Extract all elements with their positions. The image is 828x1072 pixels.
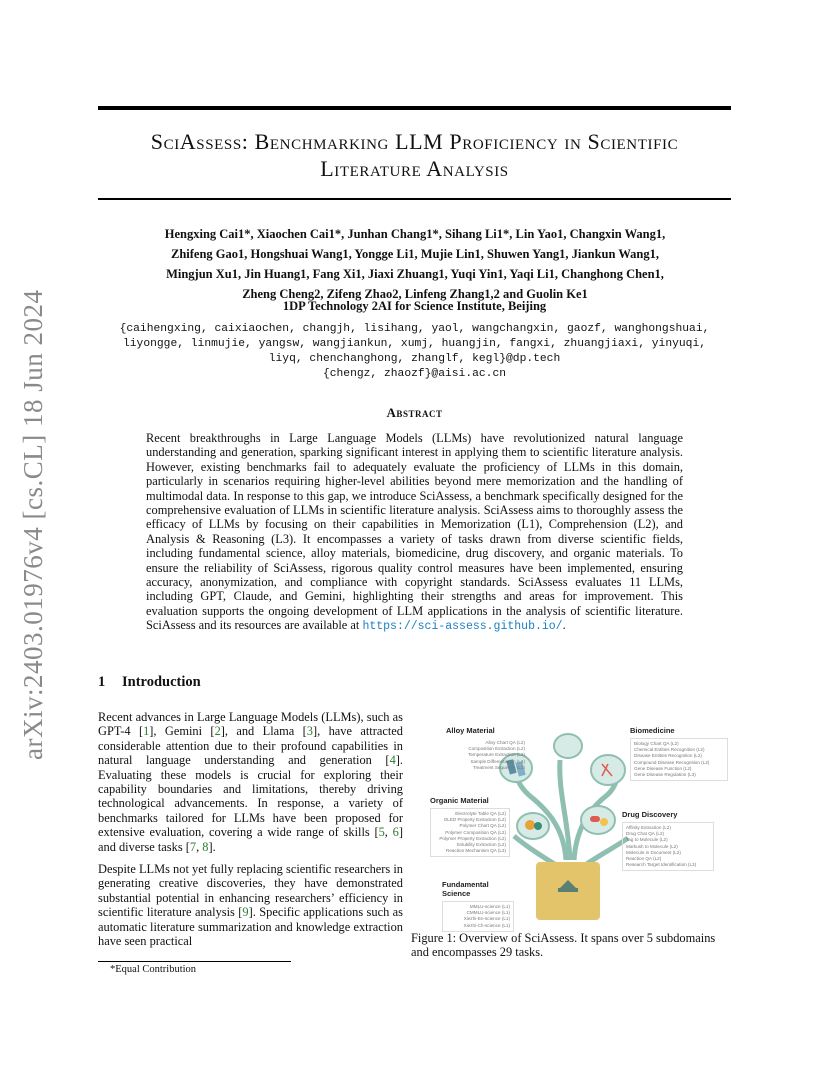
task-item: Affinity Extraction (L2): [626, 825, 671, 830]
organic-title: Organic Material: [430, 796, 489, 805]
task-item: CMMLU-science (L1): [466, 910, 510, 916]
task-item: Polymer Chart QA (L2): [459, 823, 506, 829]
citation-link[interactable]: 3: [306, 724, 313, 739]
para-text: Despite LLMs not yet fully replacing scientific researchers in generating creative discoveries, they have demonstrated substantial potential in enhancing researchers’ efficiency in scientific literature analysis [: [98, 862, 403, 920]
task-item: Polymer Composition QA (L2): [445, 829, 506, 835]
drug-discovery-box: [622, 810, 714, 871]
para-text: ], Gemini [: [149, 724, 215, 739]
citation-link[interactable]: 4: [389, 753, 396, 768]
task-item: Biology Chart QA (L2): [634, 741, 679, 746]
intro-paragraph-1: [98, 710, 403, 854]
alloy-material-box: [446, 726, 528, 773]
para-text: ]. Evaluating these models is crucial for exploring their capability boundaries and limitations, thereby driving technological advancements. In response, a variety of benchmarks tailored for LLMs have been proposed for extensive evaluation, covering a wide range of skills [: [98, 753, 403, 840]
intro-paragraph-2: [98, 862, 403, 948]
para-text: ,: [196, 839, 203, 854]
author-line-4: Zheng Cheng2, Zifeng Zhao2, Linfeng Zhang1,2 and Guolin Ke1: [242, 287, 588, 301]
figure-overview: [418, 720, 732, 926]
citation-link[interactable]: 5: [378, 825, 385, 840]
biomedicine-title: Biomedicine: [630, 726, 675, 735]
task-item: Research Target Identification (L3): [626, 862, 697, 868]
top-leaf: [554, 734, 582, 758]
email-line-3: liyq, chenchanghong, zhanglf, kegl}@dp.tech: [268, 353, 561, 365]
paper-title: [98, 128, 731, 182]
project-url-link[interactable]: https://sci-assess.github.io/: [362, 620, 563, 634]
task-item: Xiezhi-Ch-science (L1): [463, 922, 510, 928]
author-line-3: Mingjun Xu1, Jin Huang1, Fang Xi1, Jiaxi Zhuang1, Yuqi Yin1, Yaqi Li1, Changhong Chen1,: [166, 267, 664, 281]
email-list: [106, 322, 723, 382]
section-heading: [98, 674, 201, 691]
title-top-rule: [98, 106, 731, 110]
citation-link[interactable]: 9: [242, 905, 249, 920]
organic-material-box: [430, 796, 510, 857]
biomedicine-leaf: [591, 755, 625, 785]
task-item: Reaction QA (L2): [626, 856, 662, 862]
citation-link[interactable]: 8: [202, 839, 209, 854]
task-item: Gene Disease Function (L2): [634, 765, 692, 771]
para-text: ], have attracted considerable attention due to their profound capabilities in natural language understanding and generation [: [98, 724, 403, 768]
fundamental-science-box: [442, 880, 514, 932]
task-item: Alloy Chart QA (L2): [485, 740, 525, 745]
task-item: Temperature Extraction (L2): [468, 752, 525, 758]
figure-caption: Figure 1: Overview of SciAssess. It spans over 5 subdomains and encompasses 29 tasks.: [411, 931, 716, 960]
task-item: OLED Property Extraction (L2): [443, 817, 506, 823]
citation-link[interactable]: 1: [143, 724, 150, 739]
section-title: Introduction: [122, 674, 201, 690]
section-number: 1: [98, 674, 106, 690]
drug-title: Drug Discovery: [622, 810, 678, 819]
task-item: Compound Disease Recognition (L2): [634, 759, 710, 765]
citation-link[interactable]: 6: [392, 825, 399, 840]
author-list: [120, 224, 710, 304]
footnote: *Equal Contribution: [110, 964, 197, 975]
task-item: Composition Extraction (L2): [468, 746, 525, 752]
para-text: ,: [384, 825, 393, 840]
email-line-1: {caihengxing, caixiaochen, changjh, lisihang, yaol, wangchangxin, gaozf, wanghongshuai,: [119, 323, 710, 335]
abstract-text: Recent breakthroughs in Large Language Models (LLMs) have revolutionized natural language understanding and generation, sparking significant interest in applying them to scientific literature analysis. However, existing benchmarks fail to adequately evaluate the proficiency of LLMs in this domain, particularly in scenarios requiring higher-level abilities beyond mere memorization and the handling of multimodal data. In response to this gap, we introduce SciAssess, a benchmark specifically designed for the comprehensive evaluation of LLMs in scientific literature analysis. SciAssess aims to thoroughly assess the efficacy of LLMs by focusing on their capabilities in Memorization (L1), Comprehension (L2), and Analysis & Reasoning (L3). It encompasses a variety of tasks drawn from diverse scientific fields, including fundamental science, alloy materials, biomedicine, drug discovery, and organic materials. To ensure the reliability of SciAssess, rigorous quality control measures have been implemented, ensuring accuracy, anonymization, and compliance with copyright standards. SciAssess evaluates 11 LLMs, including GPT, Claude, and Gemini, highlighting their strengths and areas for improvement. This evaluation supports the ongoing development of LLM applications in the analysis of scientific literature. SciAssess and its resources are available at: [146, 431, 683, 633]
alloy-title: Alloy Material: [446, 726, 495, 735]
task-item: Treatment Sequence (L3): [472, 764, 525, 770]
task-item: Polymer Property Extraction (L2): [439, 835, 506, 841]
task-item: Solubility Extraction (L2): [456, 842, 506, 848]
para-text: ]. Specific applications such as automatic literature summarization and knowledge extraction have seen practical: [98, 905, 404, 949]
task-item: MMLU-science (L1): [469, 904, 510, 909]
task-item: Markush to Molecule (L2): [626, 843, 678, 849]
task-item: Molecule in Document (L2): [626, 849, 681, 855]
biomedicine-box: [630, 726, 728, 781]
fundamental-title: Fundamental Science: [442, 880, 489, 898]
footnote-rule: [98, 961, 291, 962]
citation-link[interactable]: 2: [214, 724, 221, 739]
task-item: Tag to Molecule (L2): [626, 837, 668, 843]
task-item: Sample Differentiation (L3): [470, 758, 525, 764]
para-text: Recent advances in Large Language Models (LLMs), such as GPT-4 [: [98, 710, 403, 739]
author-line-1: Hengxing Cai1*, Xiaochen Cai1*, Junhan Chang1*, Sihang Li1*, Lin Yao1, Changxin Wang1,: [164, 227, 666, 241]
email-line-2: liyongge, linmujie, yangsw, wangjiankun, xumj, huangjin, fangxi, zhuangjiaxi, yinyuqi,: [122, 338, 706, 350]
arxiv-identifier: arXiv:2403.01976v4 [cs.CL] 18 Jun 2024: [18, 289, 48, 760]
para-text: ] and diverse tasks [: [98, 825, 403, 854]
title-line-2: Literature Analysis: [320, 156, 509, 181]
task-item: Xiezhi-En-science (L1): [463, 916, 510, 922]
abstract-body: Recent breakthroughs in Large Language Models (LLMs) have revolutionized natural language understanding and generation, sparking significant interest in applying them to scientific literature analysis. However, existing benchmarks fail to adequately evaluate the proficiency of LLMs in this domain, particularly in scenarios requiring higher-level abilities beyond mere memorization and the handling of multimodal data. In response to this gap, we introduce SciAssess, a benchmark specifically designed for the comprehensive evaluation of LLMs in scientific literature analysis. SciAssess aims to thoroughly assess the efficacy of LLMs by focusing on their capabilities in Memorization (L1), Comprehension (L2), and Analysis & Reasoning (L3). It encompasses a variety of tasks drawn from diverse scientific fields, including fundamental science, alloy materials, biomedicine, drug discovery, and organic materials. To ensure the reliability of SciAssess, rigorous quality control measures have been implemented, ensuring accuracy, anonymization, and compliance with copyright standards. SciAssess evaluates 11 LLMs, including GPT, Claude, and Gemini, highlighting their strengths and areas for improvement. This evaluation supports the ongoing development of LLM applications in the analysis of scientific literature. SciAssess and its resources are available at https://sci-assess.github.io/.: [146, 431, 683, 634]
task-item: Chemical Entities Recognition (L2): [634, 747, 705, 753]
task-item: Disease Entities Recognition (L2): [634, 753, 702, 759]
para-text: ], and Llama [: [220, 724, 307, 739]
citation-link[interactable]: 7: [189, 839, 197, 854]
title-bottom-rule: [98, 198, 731, 200]
affiliations: 1DP Technology 2AI for Science Institute, Beijing: [282, 299, 547, 313]
abstract-heading: Abstract: [386, 405, 443, 420]
title-line-1: SciAssess: Benchmarking LLM Proficiency in Scientific: [150, 129, 679, 154]
para-text: ].: [208, 839, 216, 854]
task-item: Drug Chat QA (L2): [626, 831, 665, 837]
task-item: Gene Disease Regulation (L3): [634, 772, 696, 778]
email-line-4: {chengz, zhaozf}@aisi.ac.cn: [322, 368, 507, 380]
task-item: Electrolyte Table QA (L2): [455, 811, 506, 816]
author-line-2: Zhifeng Gao1, Hongshuai Wang1, Yongge Li1, Mujie Lin1, Shuwen Yang1, Jiankun Wang1,: [171, 247, 659, 261]
task-item: Reaction Mechanism QA (L3): [446, 848, 506, 854]
